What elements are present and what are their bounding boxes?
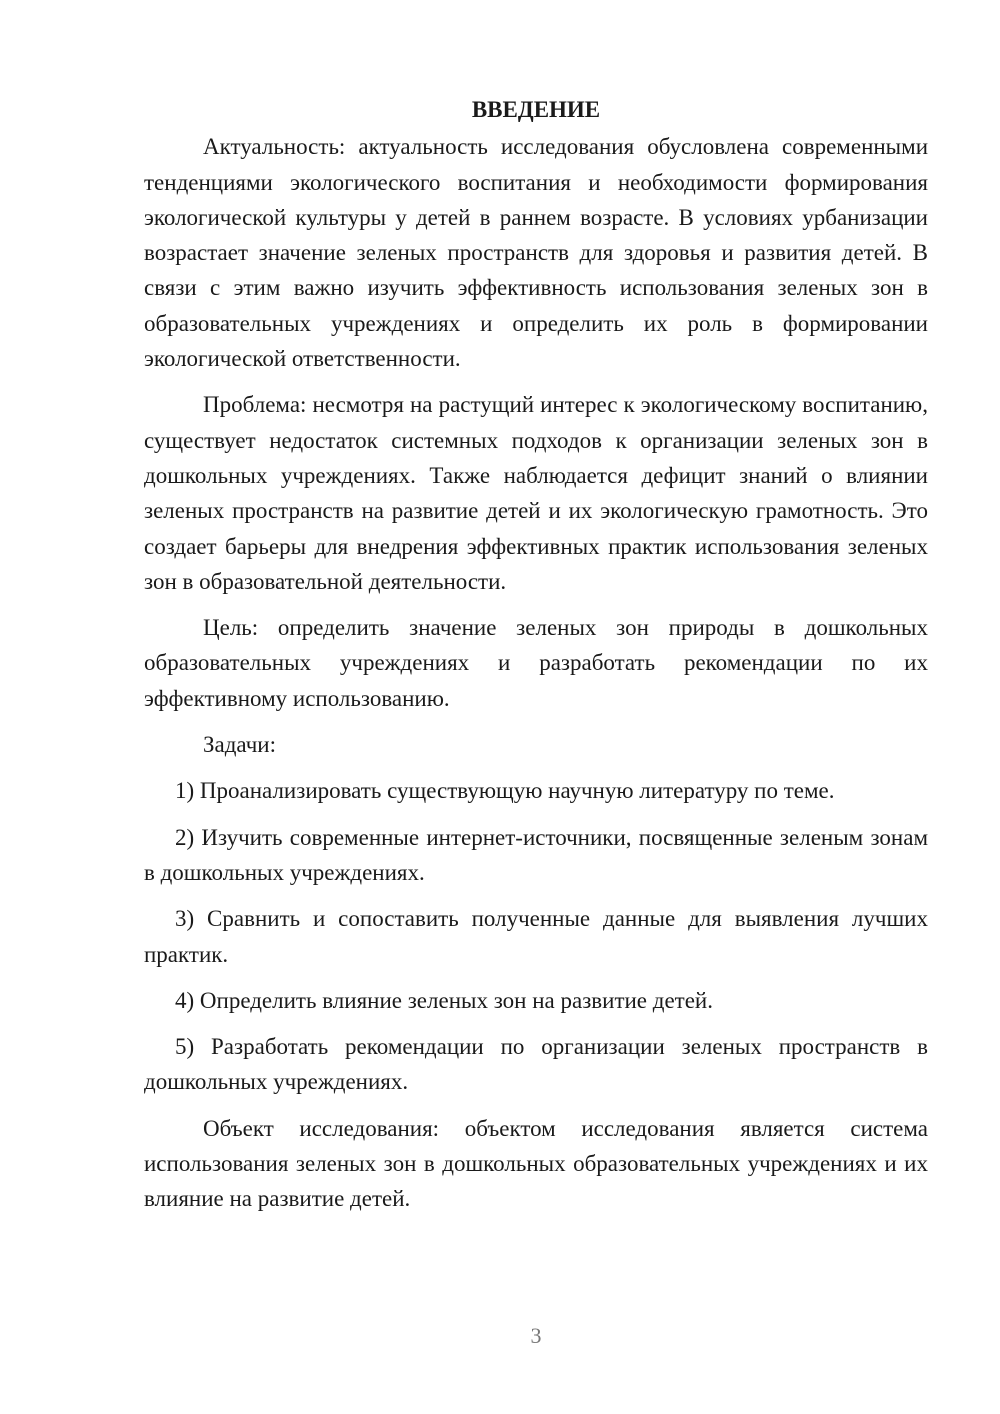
- tasks-label: Задачи:: [203, 732, 276, 758]
- paragraph-problem: Проблема: несмотря на растущий интерес к экологическому воспитанию, существует недостаток системных подходов к организации зеленых зон в дошкольных учреждениях. Также наблюдается дефицит знаний о влиянии зеленых пространств на развитие детей и их экологическую грамотность. Это создает барьеры для внедрения эффективных практик использования зеленых зон в образовательной деятельности.: [144, 392, 928, 594]
- page-number: 3: [530, 1323, 542, 1348]
- task-item-2: 2) Изучить современные интернет-источники, посвященные зеленым зонам в дошкольных учреждениях.: [144, 824, 928, 885]
- paragraph-goal: Цель: определить значение зеленых зон природы в дошкольных образовательных учреждениях и разработать рекомендации по их эффективному использованию.: [144, 615, 928, 711]
- task-item-4: 4) Определить влияние зеленых зон на развитие детей.: [175, 987, 713, 1013]
- section-heading: ВВЕДЕНИЕ: [471, 97, 601, 122]
- task-item-5: 5) Разработать рекомендации по организации зеленых пространств в дошкольных учреждениях.: [144, 1034, 928, 1095]
- paragraph-object: Объект исследования: объектом исследования является система использования зеленых зон в дошкольных образовательных учреждениях и их влияние на развитие детей.: [144, 1115, 928, 1212]
- task-item-1: 1) Проанализировать существующую научную литературу по теме.: [175, 778, 835, 804]
- paragraph-relevance: Актуальность: актуальность исследования обусловлена современными тенденциями экологического воспитания и необходимости формирования экологической культуры у детей в раннем возрасте. В условиях урбанизации возрастает значение зеленых пространств для здоровья и развития детей. В связи с этим важно изучить эффективность использования зеленых зон в образовательных учреждениях и определить их роль в формировании экологической ответственности.: [144, 134, 928, 372]
- task-item-3: 3) Сравнить и сопоставить полученные данные для выявления лучших практик.: [144, 906, 928, 967]
